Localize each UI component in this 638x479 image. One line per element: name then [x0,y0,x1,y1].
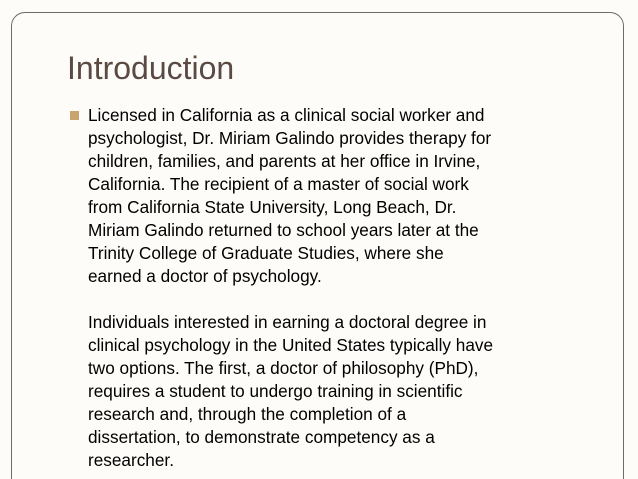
slide-content [70,104,610,472]
bullet-item [70,104,610,472]
slide-title: Introduction [67,50,235,86]
bullet-diamond-icon [70,111,79,120]
bullet-paragraph-2: Individuals interested in earning a doctoral degree in clinical psychology in the United States typically have two options. The first, a doctor of philosophy (PhD), requires a student to undergo training in scientific research and, through the completion of a dissertation, to demonstrate competency as a researcher. [88,312,494,470]
bullet-paragraph-1: Licensed in California as a clinical social worker and psychologist, Dr. Miriam Galindo provides therapy for children, families, and parents at her office in Irvine, California. The recipient of a master of social work from California State University, Long Beach, Dr. Miriam Galindo returned to school years later at the Trinity College of Graduate Studies, where she earned a doctor of psychology. [88,105,492,286]
